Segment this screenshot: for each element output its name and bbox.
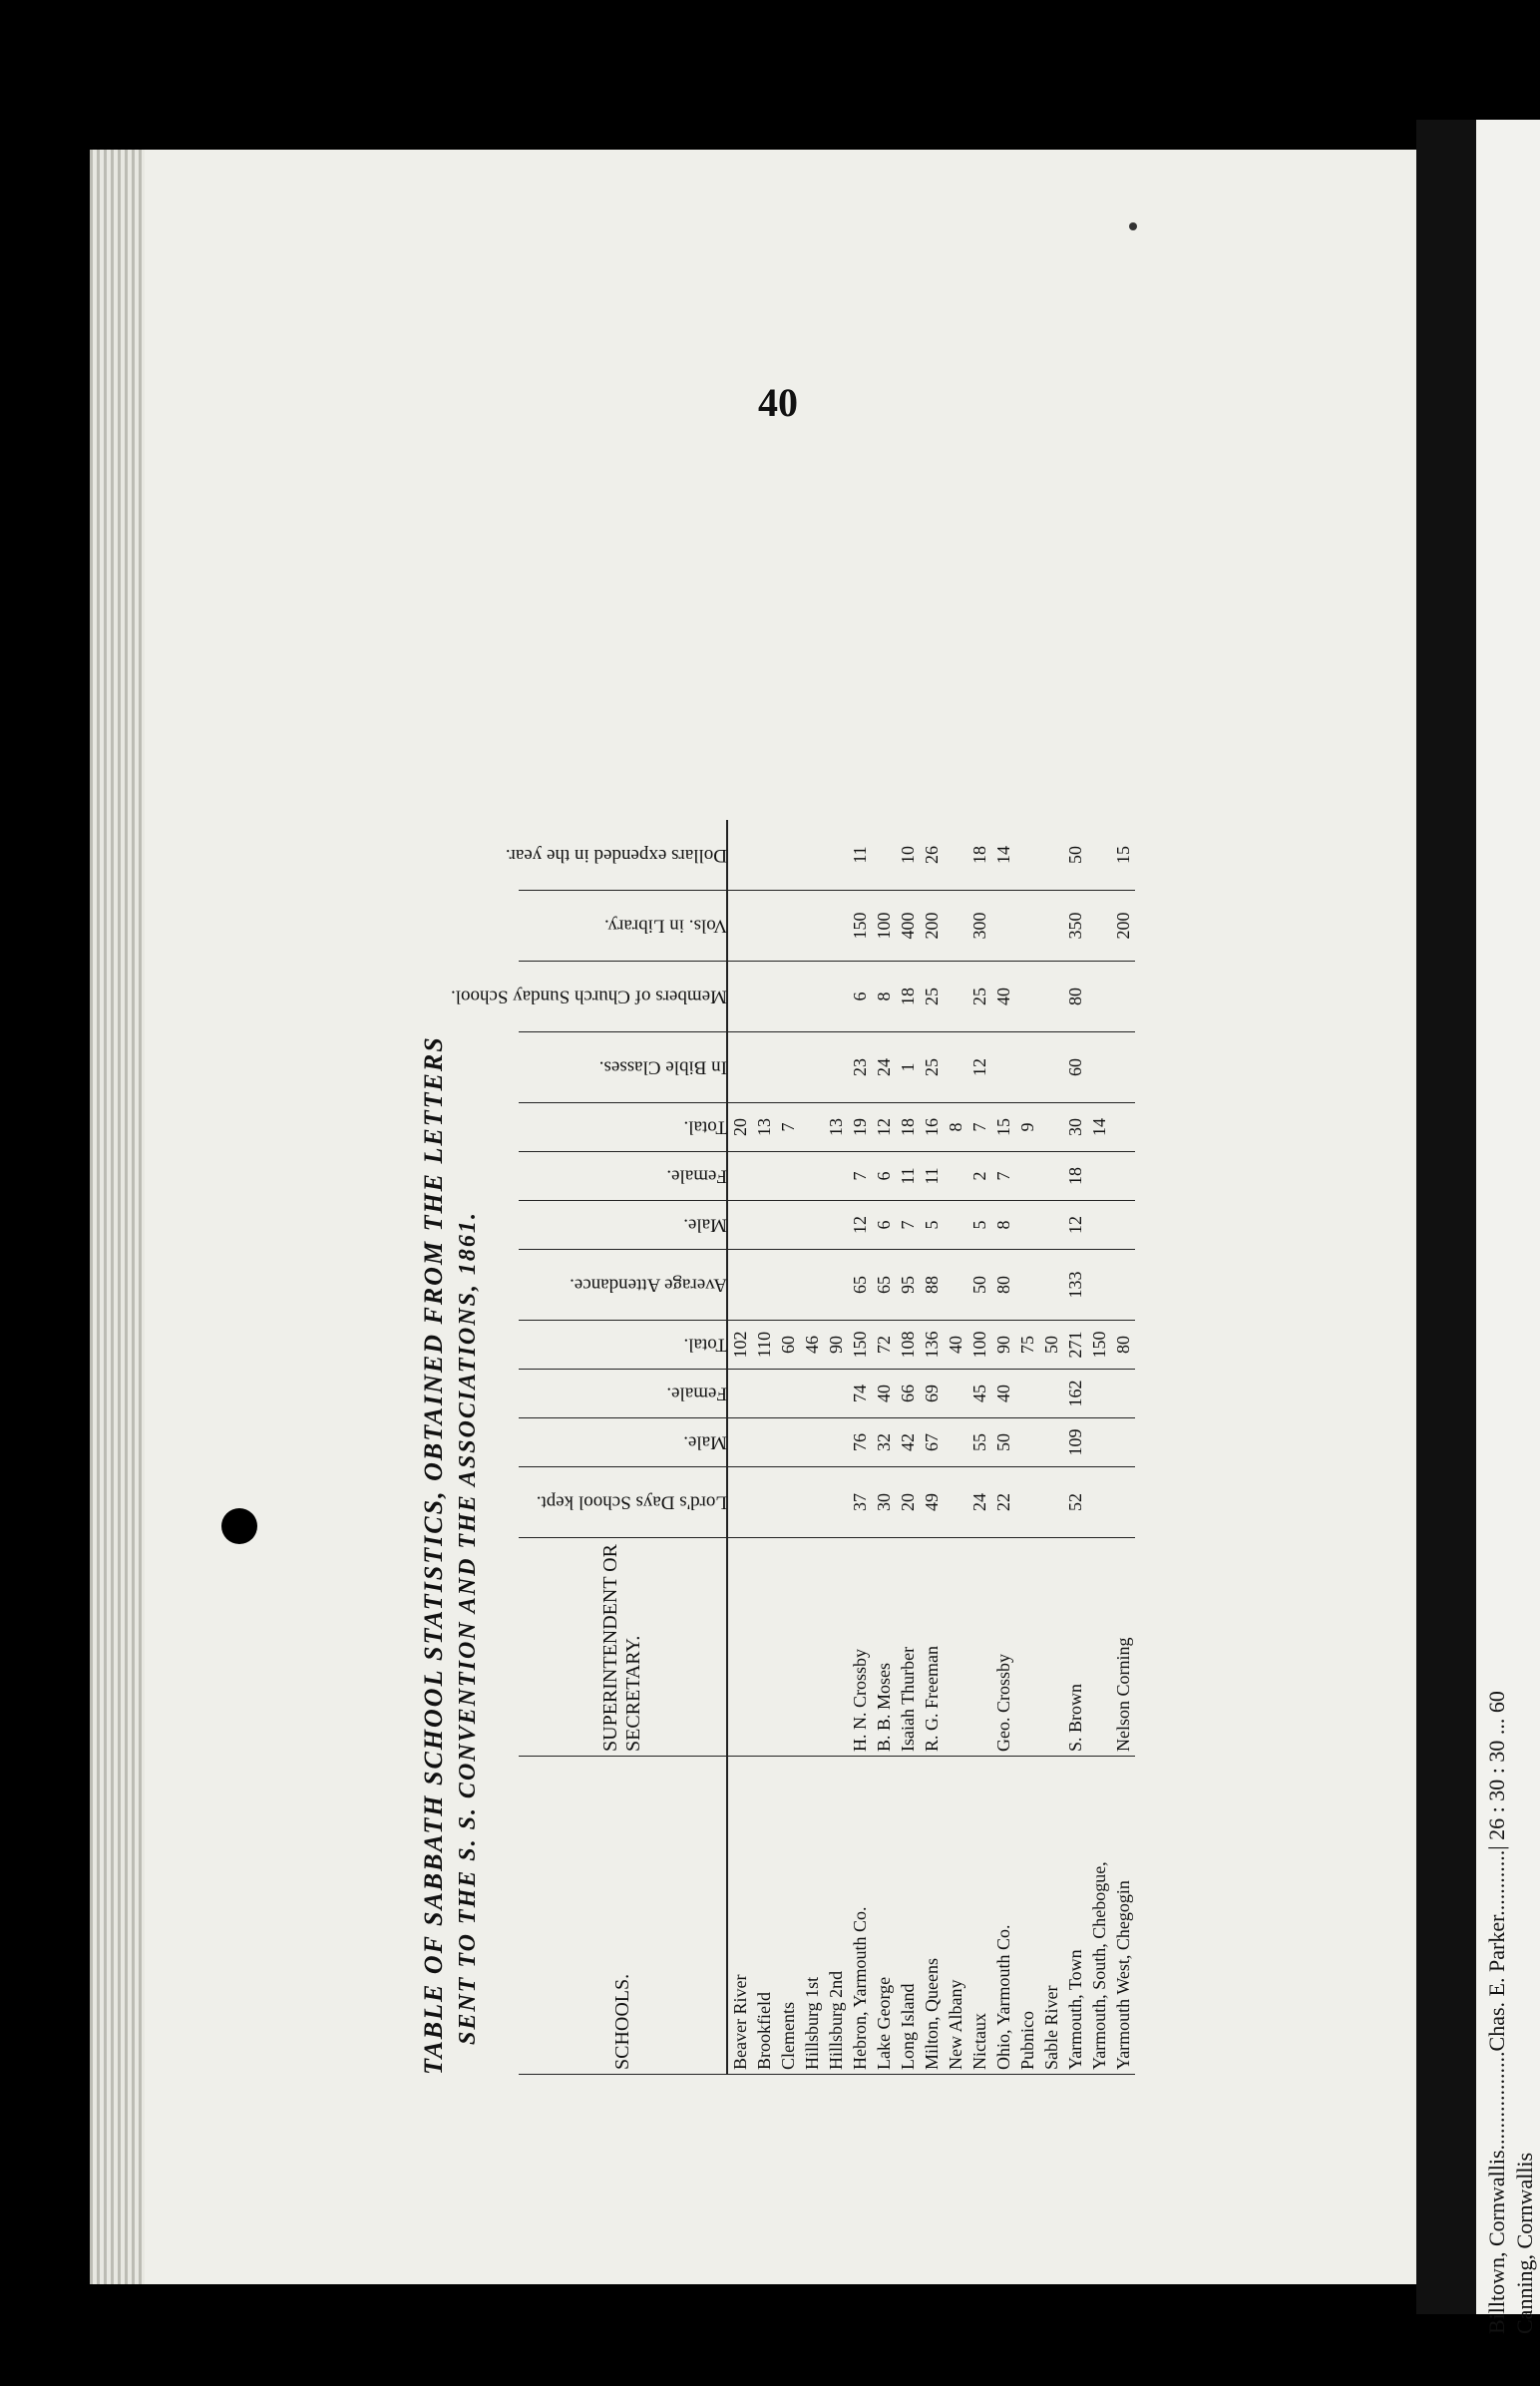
- cell-tt: 16: [920, 1103, 944, 1152]
- cell-sup: [1087, 1538, 1111, 1757]
- cell-tf: 18: [1063, 1152, 1087, 1201]
- cell-sf: [800, 1370, 824, 1418]
- cell-dollars: 15: [1111, 820, 1135, 891]
- table-row: [991, 820, 1015, 2075]
- cell-members: [1039, 962, 1063, 1032]
- cell-school: Hillsburg 2nd: [824, 1757, 848, 2075]
- cell-sm: [1039, 1418, 1063, 1467]
- cell-vols: [991, 891, 1015, 962]
- cell-tt: [800, 1103, 824, 1152]
- cell-tm: 6: [872, 1201, 896, 1250]
- binding-hole: [221, 1508, 257, 1544]
- cell-bible: 23: [848, 1032, 872, 1103]
- cell-dollars: [752, 820, 776, 891]
- cell-st: 136: [920, 1321, 944, 1370]
- cell-tf: [800, 1152, 824, 1201]
- page-edge: [90, 150, 145, 2284]
- cell-bible: [1039, 1032, 1063, 1103]
- cell-dollars: [872, 820, 896, 891]
- cell-vols: 400: [896, 891, 920, 962]
- table-subtitle: SENT TO THE S. S. CONVENTION AND THE ASSOCIATIONS, 1861.: [455, 1211, 481, 2045]
- cell-avg: [1087, 1250, 1111, 1321]
- cell-tt: 13: [752, 1103, 776, 1152]
- cell-sm: 76: [848, 1418, 872, 1467]
- cell-school: Yarmouth, South, Chebogue,: [1087, 1757, 1111, 2075]
- header-teachers-total: Total.: [519, 1103, 727, 1152]
- cell-tt: 7: [776, 1103, 800, 1152]
- cell-tf: [776, 1152, 800, 1201]
- cell-sm: 32: [872, 1418, 896, 1467]
- cell-dollars: 26: [920, 820, 944, 891]
- cell-sm: 67: [920, 1418, 944, 1467]
- cell-sf: 69: [920, 1370, 944, 1418]
- book-spine: [1416, 120, 1476, 2314]
- cell-dollars: [824, 820, 848, 891]
- cell-members: [944, 962, 967, 1032]
- table-title: TABLE OF SABBATH SCHOOL STATISTICS, OBTAINED FROM THE LETTERS: [419, 1035, 448, 2075]
- cell-sf: [776, 1370, 800, 1418]
- cell-members: [752, 962, 776, 1032]
- cell-school: Brookfield: [752, 1757, 776, 2075]
- cell-sup: R. G. Freeman: [920, 1538, 944, 1757]
- cell-members: [1111, 962, 1135, 1032]
- table-row: [967, 820, 991, 2075]
- cell-days: [1111, 1467, 1135, 1538]
- header-lords-days: Lord's Days School kept.: [519, 1467, 727, 1538]
- cell-tt: 8: [944, 1103, 967, 1152]
- cell-vols: [1015, 891, 1039, 962]
- cell-bible: 1: [896, 1032, 920, 1103]
- cell-bible: [727, 1032, 752, 1103]
- cell-vols: [1087, 891, 1111, 962]
- cell-vols: 350: [1063, 891, 1087, 962]
- cell-tm: [800, 1201, 824, 1250]
- cell-vols: [944, 891, 967, 962]
- cell-st: 72: [872, 1321, 896, 1370]
- cell-avg: [800, 1250, 824, 1321]
- cell-tm: [944, 1201, 967, 1250]
- cell-vols: [752, 891, 776, 962]
- header-superintendent: SUPERINTENDENT OR SECRETARY.: [519, 1538, 727, 1757]
- cell-st: 108: [896, 1321, 920, 1370]
- cell-members: [776, 962, 800, 1032]
- cell-vols: 300: [967, 891, 991, 962]
- ink-spot: [1129, 222, 1137, 230]
- cell-tf: [727, 1152, 752, 1201]
- cell-bible: 12: [967, 1032, 991, 1103]
- cell-tf: [824, 1152, 848, 1201]
- cell-sf: 40: [991, 1370, 1015, 1418]
- cell-tt: [1111, 1103, 1135, 1152]
- cell-tm: [776, 1201, 800, 1250]
- cell-days: [776, 1467, 800, 1538]
- cell-st: 102: [727, 1321, 752, 1370]
- cell-sm: [752, 1418, 776, 1467]
- cell-sup: [967, 1538, 991, 1757]
- cell-tt: 13: [824, 1103, 848, 1152]
- table-row: [1063, 820, 1087, 2075]
- cell-days: 20: [896, 1467, 920, 1538]
- cell-st: 90: [824, 1321, 848, 1370]
- table-row: [776, 820, 800, 2075]
- cell-members: 25: [920, 962, 944, 1032]
- cell-st: 50: [1039, 1321, 1063, 1370]
- cell-sup: [800, 1538, 824, 1757]
- cell-dollars: 18: [967, 820, 991, 891]
- cell-sf: 40: [872, 1370, 896, 1418]
- cell-st: 75: [1015, 1321, 1039, 1370]
- cell-sup: B. B. Moses: [872, 1538, 896, 1757]
- cell-avg: [752, 1250, 776, 1321]
- cell-school: Milton, Queens: [920, 1757, 944, 2075]
- cell-bible: [991, 1032, 1015, 1103]
- cell-dollars: 14: [991, 820, 1015, 891]
- cell-sf: [824, 1370, 848, 1418]
- cell-members: 40: [991, 962, 1015, 1032]
- cell-members: 18: [896, 962, 920, 1032]
- cell-tt: 15: [991, 1103, 1015, 1152]
- header-teachers-male: Male.: [519, 1201, 727, 1250]
- table-row: [800, 820, 824, 2075]
- cell-sf: 74: [848, 1370, 872, 1418]
- cell-sf: [727, 1370, 752, 1418]
- cell-members: [1087, 962, 1111, 1032]
- cell-members: 80: [1063, 962, 1087, 1032]
- cell-st: 110: [752, 1321, 776, 1370]
- cell-avg: 88: [920, 1250, 944, 1321]
- cell-school: Beaver River: [727, 1757, 752, 2075]
- cell-tm: 12: [848, 1201, 872, 1250]
- cell-tf: [1015, 1152, 1039, 1201]
- cell-tf: 11: [896, 1152, 920, 1201]
- cell-days: [1039, 1467, 1063, 1538]
- cell-sup: [776, 1538, 800, 1757]
- cell-bible: 25: [920, 1032, 944, 1103]
- cell-sup: S. Brown: [1063, 1538, 1087, 1757]
- cell-tt: 14: [1087, 1103, 1111, 1152]
- cell-bible: 24: [872, 1032, 896, 1103]
- cell-bible: [824, 1032, 848, 1103]
- cell-tt: 20: [727, 1103, 752, 1152]
- cell-avg: 65: [872, 1250, 896, 1321]
- cell-sm: 50: [991, 1418, 1015, 1467]
- header-scholars-male: Male.: [519, 1418, 727, 1467]
- cell-school: Nictaux: [967, 1757, 991, 2075]
- cell-vols: [800, 891, 824, 962]
- cell-sm: [800, 1418, 824, 1467]
- header-average-attendance: Average Attendance.: [519, 1250, 727, 1321]
- header-schools: SCHOOLS.: [519, 1757, 727, 2075]
- cell-sf: [944, 1370, 967, 1418]
- cell-sm: [1087, 1418, 1111, 1467]
- cell-school: New Albany: [944, 1757, 967, 2075]
- cell-members: 6: [848, 962, 872, 1032]
- cell-dollars: [1039, 820, 1063, 891]
- cell-st: 80: [1111, 1321, 1135, 1370]
- cell-st: 90: [991, 1321, 1015, 1370]
- cell-tf: 7: [991, 1152, 1015, 1201]
- cell-sup: [824, 1538, 848, 1757]
- cell-vols: [1039, 891, 1063, 962]
- table-row: [1087, 820, 1111, 2075]
- cell-days: 37: [848, 1467, 872, 1538]
- cell-days: 22: [991, 1467, 1015, 1538]
- cell-tm: [727, 1201, 752, 1250]
- cell-tt: 18: [896, 1103, 920, 1152]
- cell-days: 52: [1063, 1467, 1087, 1538]
- cell-tm: [1015, 1201, 1039, 1250]
- table-row: [944, 820, 967, 2075]
- cell-days: [944, 1467, 967, 1538]
- table-row: [1111, 820, 1135, 2075]
- cell-tt: 30: [1063, 1103, 1087, 1152]
- cell-sm: [824, 1418, 848, 1467]
- cell-sm: [727, 1418, 752, 1467]
- cell-school: Lake George: [872, 1757, 896, 2075]
- cell-vols: 100: [872, 891, 896, 962]
- cell-school: Clements: [776, 1757, 800, 2075]
- cell-tt: 7: [967, 1103, 991, 1152]
- cell-tm: 7: [896, 1201, 920, 1250]
- cell-bible: [1111, 1032, 1135, 1103]
- cell-tm: [1087, 1201, 1111, 1250]
- cell-dollars: 50: [1063, 820, 1087, 891]
- cell-days: 24: [967, 1467, 991, 1538]
- cell-st: 150: [1087, 1321, 1111, 1370]
- cell-sup: H. N. Crossby: [848, 1538, 872, 1757]
- cell-school: Yarmouth, Town: [1063, 1757, 1087, 2075]
- cell-sm: [1111, 1418, 1135, 1467]
- cell-st: 100: [967, 1321, 991, 1370]
- cell-tf: [1087, 1152, 1111, 1201]
- cell-tm: 8: [991, 1201, 1015, 1250]
- header-bible-classes: In Bible Classes.: [519, 1032, 727, 1103]
- cell-tm: 12: [1063, 1201, 1087, 1250]
- cell-avg: [727, 1250, 752, 1321]
- table-row: [824, 820, 848, 2075]
- table-row: [896, 820, 920, 2075]
- cell-vols: 150: [848, 891, 872, 962]
- cell-avg: [1039, 1250, 1063, 1321]
- cell-avg: [944, 1250, 967, 1321]
- cell-sup: Nelson Corning: [1111, 1538, 1135, 1757]
- cell-sup: [944, 1538, 967, 1757]
- cell-bible: [1015, 1032, 1039, 1103]
- cell-vols: 200: [920, 891, 944, 962]
- header-vols: Vols. in Library.: [519, 891, 727, 962]
- cell-tf: [752, 1152, 776, 1201]
- table-row: [872, 820, 896, 2075]
- table-row: [920, 820, 944, 2075]
- table-row: [752, 820, 776, 2075]
- cell-school: Hillsburg 1st: [800, 1757, 824, 2075]
- cell-tm: [824, 1201, 848, 1250]
- cell-tf: [1039, 1152, 1063, 1201]
- cell-avg: 50: [967, 1250, 991, 1321]
- cell-tf: [944, 1152, 967, 1201]
- cell-sup: [1039, 1538, 1063, 1757]
- cell-dollars: [1015, 820, 1039, 891]
- header-members: Members of Church Sunday School.: [519, 962, 727, 1032]
- cell-tm: [1039, 1201, 1063, 1250]
- cell-vols: [776, 891, 800, 962]
- cell-sf: [1039, 1370, 1063, 1418]
- cell-st: 271: [1063, 1321, 1087, 1370]
- cell-tt: 19: [848, 1103, 872, 1152]
- cell-dollars: [727, 820, 752, 891]
- cell-tt: 9: [1015, 1103, 1039, 1152]
- cell-tm: 5: [920, 1201, 944, 1250]
- cell-sup: Isaiah Thurber: [896, 1538, 920, 1757]
- cell-days: 49: [920, 1467, 944, 1538]
- cell-vols: [824, 891, 848, 962]
- cell-school: Long Island: [896, 1757, 920, 2075]
- cell-bible: [944, 1032, 967, 1103]
- cell-sup: [752, 1538, 776, 1757]
- cell-sup: [1015, 1538, 1039, 1757]
- cell-vols: [727, 891, 752, 962]
- cell-dollars: [944, 820, 967, 891]
- cell-dollars: 10: [896, 820, 920, 891]
- cell-avg: [1111, 1250, 1135, 1321]
- cell-school: Sable River: [1039, 1757, 1063, 2075]
- cell-st: 60: [776, 1321, 800, 1370]
- cell-st: 150: [848, 1321, 872, 1370]
- table-row: [1015, 820, 1039, 2075]
- page-number: 40: [758, 380, 798, 425]
- cell-avg: [1015, 1250, 1039, 1321]
- cell-school: Hebron, Yarmouth Co.: [848, 1757, 872, 2075]
- cell-tm: 5: [967, 1201, 991, 1250]
- table-row: [1039, 820, 1063, 2075]
- table-body: [727, 820, 1135, 2075]
- table-row: [848, 820, 872, 2075]
- cell-st: 40: [944, 1321, 967, 1370]
- cell-school: Ohio, Yarmouth Co.: [991, 1757, 1015, 2075]
- cell-school: Pubnico: [1015, 1757, 1039, 2075]
- cell-tt: 12: [872, 1103, 896, 1152]
- cell-members: [824, 962, 848, 1032]
- cell-sm: [776, 1418, 800, 1467]
- cell-sf: [752, 1370, 776, 1418]
- cell-bible: 60: [1063, 1032, 1087, 1103]
- cell-members: 25: [967, 962, 991, 1032]
- cell-days: [727, 1467, 752, 1538]
- cell-days: [1015, 1467, 1039, 1538]
- cell-avg: [824, 1250, 848, 1321]
- cell-tf: 6: [872, 1152, 896, 1201]
- header-dollars: Dollars expended in the year.: [519, 820, 727, 891]
- cell-dollars: 11: [848, 820, 872, 891]
- footer-region: [419, 698, 618, 2294]
- cell-sm: 42: [896, 1418, 920, 1467]
- cell-sf: [1111, 1370, 1135, 1418]
- cell-bible: [800, 1032, 824, 1103]
- footer-line-2: Canning, Cornwallis: [1512, 2152, 1537, 2334]
- cell-sm: 55: [967, 1418, 991, 1467]
- cell-members: [800, 962, 824, 1032]
- cell-members: [727, 962, 752, 1032]
- cell-sm: [944, 1418, 967, 1467]
- cell-sm: [1015, 1418, 1039, 1467]
- cell-avg: 95: [896, 1250, 920, 1321]
- cell-bible: [776, 1032, 800, 1103]
- cell-days: 30: [872, 1467, 896, 1538]
- cell-members: [1015, 962, 1039, 1032]
- cell-sup: [727, 1538, 752, 1757]
- cell-dollars: [776, 820, 800, 891]
- cell-tf: [1111, 1152, 1135, 1201]
- header-scholars-female: Female.: [519, 1370, 727, 1418]
- cell-tm: [752, 1201, 776, 1250]
- cell-dollars: [800, 820, 824, 891]
- cell-avg: 133: [1063, 1250, 1087, 1321]
- cell-avg: 65: [848, 1250, 872, 1321]
- cell-tm: [1111, 1201, 1135, 1250]
- footer-line-1: Billtown, Cornwallis..................Chas. E. Parker............| 26 : 30 : 30 ... 60: [1484, 1691, 1509, 2334]
- cell-sf: 45: [967, 1370, 991, 1418]
- cell-days: [800, 1467, 824, 1538]
- cell-days: [1087, 1467, 1111, 1538]
- cell-tt: [1039, 1103, 1063, 1152]
- cell-sf: 66: [896, 1370, 920, 1418]
- cell-members: 8: [872, 962, 896, 1032]
- cell-tf: 7: [848, 1152, 872, 1201]
- table-row: [727, 820, 752, 2075]
- cell-tf: 11: [920, 1152, 944, 1201]
- header-scholars-total: Total.: [519, 1321, 727, 1370]
- cell-avg: 80: [991, 1250, 1015, 1321]
- cell-sm: 109: [1063, 1418, 1087, 1467]
- cell-sup: Geo. Crossby: [991, 1538, 1015, 1757]
- cell-dollars: [1087, 820, 1111, 891]
- header-teachers-female: Female.: [519, 1152, 727, 1201]
- cell-sf: [1087, 1370, 1111, 1418]
- cell-days: [824, 1467, 848, 1538]
- cell-bible: [752, 1032, 776, 1103]
- cell-sf: [1015, 1370, 1039, 1418]
- cell-school: Yarmouth West, Chegogin: [1111, 1757, 1135, 2075]
- cell-vols: 200: [1111, 891, 1135, 962]
- cell-bible: [1087, 1032, 1111, 1103]
- cell-st: 46: [800, 1321, 824, 1370]
- cell-avg: [776, 1250, 800, 1321]
- cell-sf: 162: [1063, 1370, 1087, 1418]
- cell-days: [752, 1467, 776, 1538]
- cell-tf: 2: [967, 1152, 991, 1201]
